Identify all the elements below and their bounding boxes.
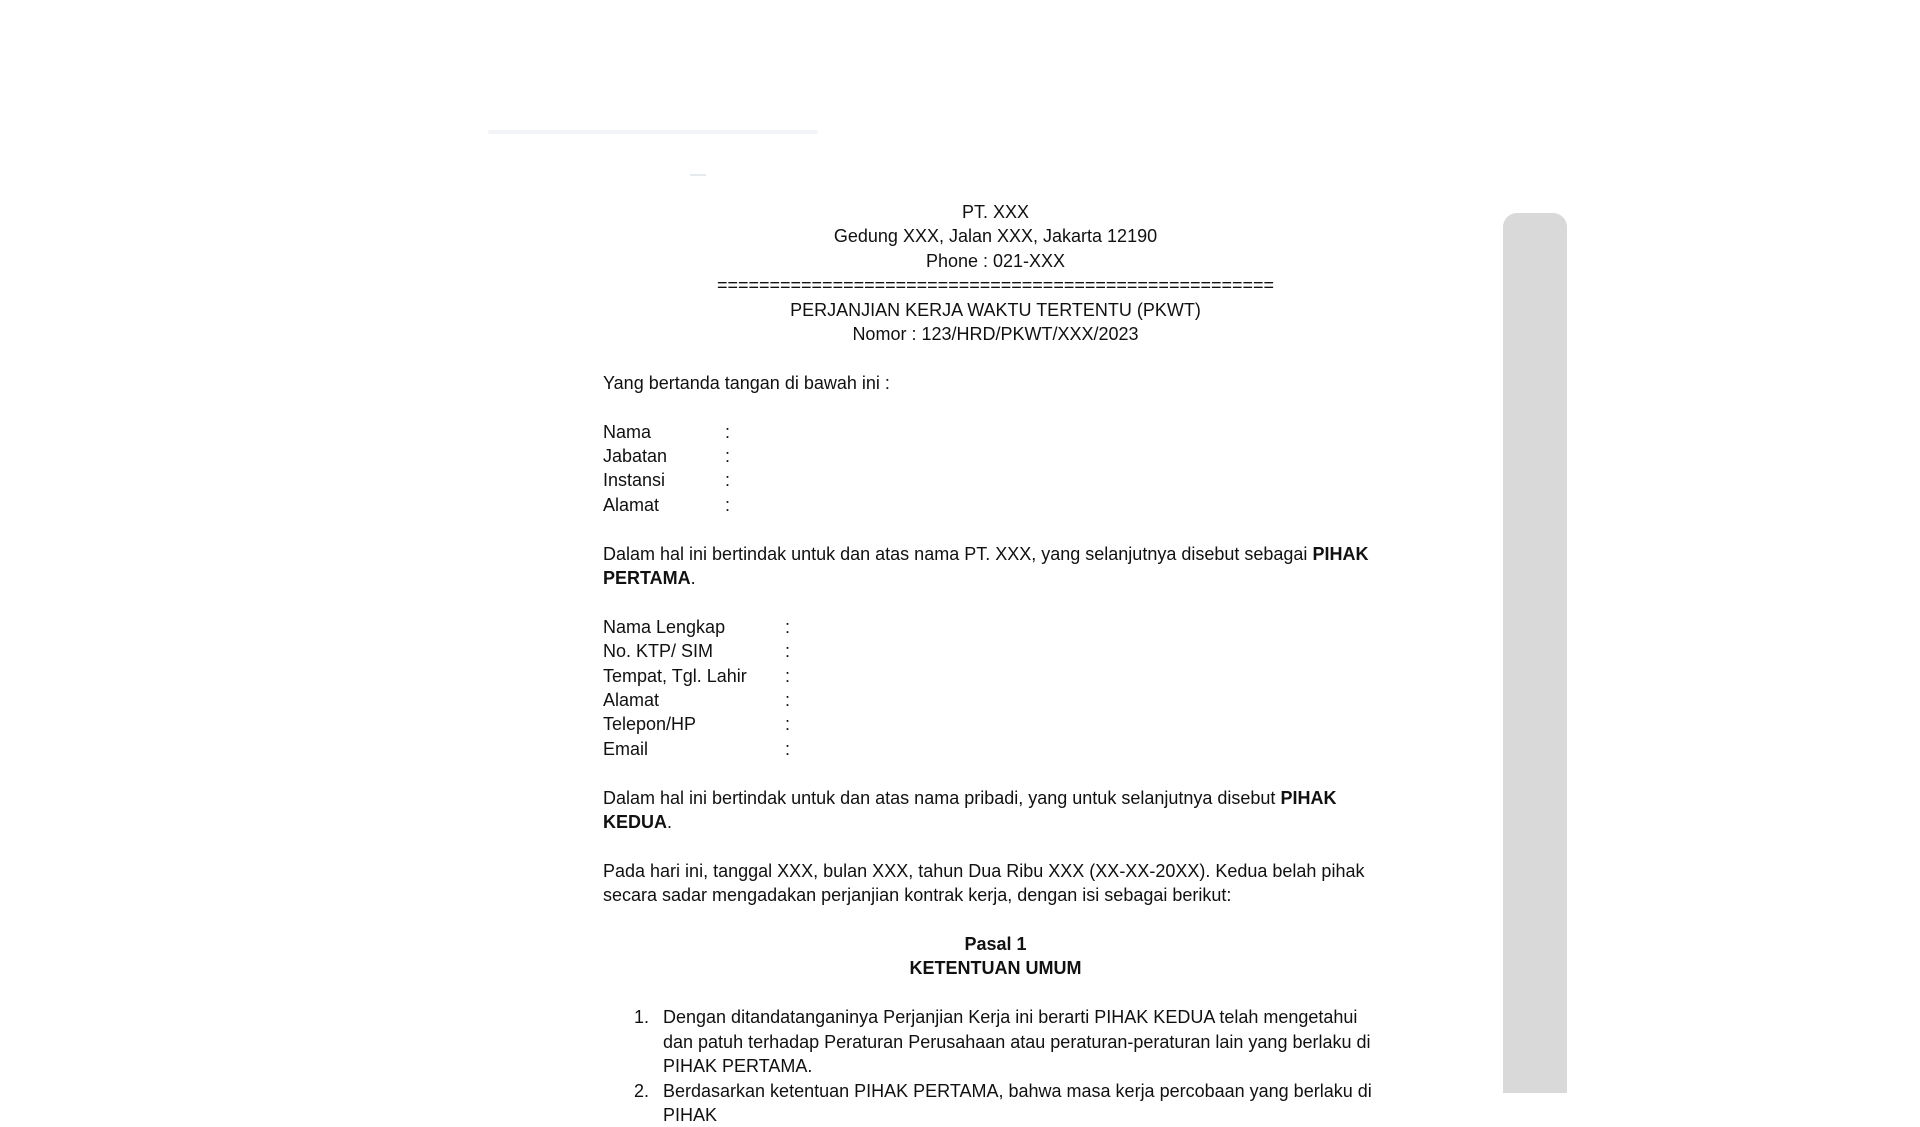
field-row bbox=[603, 688, 1388, 712]
intro-text: Yang bertanda tangan di bawah ini : bbox=[603, 371, 1388, 395]
field-row bbox=[603, 664, 1388, 688]
document-page bbox=[603, 200, 1388, 1127]
company-address: Gedung XXX, Jalan XXX, Jakarta 12190 bbox=[603, 224, 1388, 248]
pasal-title: Pasal 1 bbox=[603, 932, 1388, 956]
statement-end: . bbox=[691, 568, 696, 588]
list-item bbox=[603, 1079, 1388, 1127]
party1-fields bbox=[603, 420, 1388, 518]
faint-artifact-dash bbox=[690, 174, 706, 176]
scrollbar-thumb[interactable] bbox=[1503, 213, 1567, 1093]
document-number: Nomor : 123/HRD/PKWT/XXX/2023 bbox=[603, 322, 1388, 346]
field-row bbox=[603, 493, 1388, 517]
field-label: Nama Lengkap bbox=[603, 615, 785, 639]
field-row bbox=[603, 639, 1388, 663]
field-separator: : bbox=[785, 639, 797, 663]
party2-fields bbox=[603, 615, 1388, 761]
field-row bbox=[603, 737, 1388, 761]
company-name: PT. XXX bbox=[603, 200, 1388, 224]
statement-text: Dalam hal ini bertindak untuk dan atas nama PT. XXX, yang selanjutnya disebut sebagai bbox=[603, 544, 1312, 564]
field-label: Telepon/HP bbox=[603, 712, 785, 736]
pasal1-list bbox=[603, 1005, 1388, 1127]
party2-statement bbox=[603, 786, 1388, 835]
company-phone: Phone : 021-XXX bbox=[603, 249, 1388, 273]
field-separator: : bbox=[785, 737, 797, 761]
field-separator: : bbox=[725, 493, 737, 517]
header-rule: ===================================================== bbox=[603, 273, 1388, 297]
date-paragraph: Pada hari ini, tanggal XXX, bulan XXX, tahun Dua Ribu XXX (XX-XX-20XX). Kedua belah pihak secara sadar mengadakan perjanjian kontrak kerja, dengan isi sebagai berikut: bbox=[603, 859, 1388, 908]
document-title: PERJANJIAN KERJA WAKTU TERTENTU (PKWT) bbox=[603, 298, 1388, 322]
field-separator: : bbox=[785, 664, 797, 688]
statement-bold: PIHAK KEDUA bbox=[603, 788, 1336, 832]
field-row bbox=[603, 420, 1388, 444]
field-label: Jabatan bbox=[603, 444, 725, 468]
field-separator: : bbox=[725, 468, 737, 492]
field-label: Instansi bbox=[603, 468, 725, 492]
pasal-subtitle: KETENTUAN UMUM bbox=[603, 956, 1388, 980]
list-item-text: Berdasarkan ketentuan PIHAK PERTAMA, bahwa masa kerja percobaan yang berlaku di PIHAK bbox=[663, 1079, 1388, 1127]
field-separator: : bbox=[785, 712, 797, 736]
field-separator: : bbox=[785, 688, 797, 712]
faint-artifact-line bbox=[488, 130, 818, 134]
list-item-number: 2. bbox=[603, 1079, 663, 1127]
field-label: Alamat bbox=[603, 688, 785, 712]
field-separator: : bbox=[785, 615, 797, 639]
field-label: Tempat, Tgl. Lahir bbox=[603, 664, 785, 688]
list-item-number: 1. bbox=[603, 1005, 663, 1078]
field-separator: : bbox=[725, 420, 737, 444]
field-label: No. KTP/ SIM bbox=[603, 639, 785, 663]
statement-end: . bbox=[667, 812, 672, 832]
pasal-heading bbox=[603, 932, 1388, 981]
field-label: Email bbox=[603, 737, 785, 761]
list-item-text: Dengan ditandatanganinya Perjanjian Kerja ini berarti PIHAK KEDUA telah mengetahui dan patuh terhadap Peraturan Perusahaan atau peraturan-peraturan lain yang berlaku di PIHAK PERTAMA. bbox=[663, 1005, 1388, 1078]
field-label: Nama bbox=[603, 420, 725, 444]
party1-statement bbox=[603, 542, 1388, 591]
statement-bold: PIHAK PERTAMA bbox=[603, 544, 1368, 588]
letterhead bbox=[603, 200, 1388, 346]
field-label: Alamat bbox=[603, 493, 725, 517]
list-item bbox=[603, 1005, 1388, 1078]
field-row bbox=[603, 615, 1388, 639]
statement-text: Dalam hal ini bertindak untuk dan atas nama pribadi, yang untuk selanjutnya disebut bbox=[603, 788, 1280, 808]
field-row bbox=[603, 468, 1388, 492]
field-row bbox=[603, 712, 1388, 736]
field-separator: : bbox=[725, 444, 737, 468]
field-row bbox=[603, 444, 1388, 468]
